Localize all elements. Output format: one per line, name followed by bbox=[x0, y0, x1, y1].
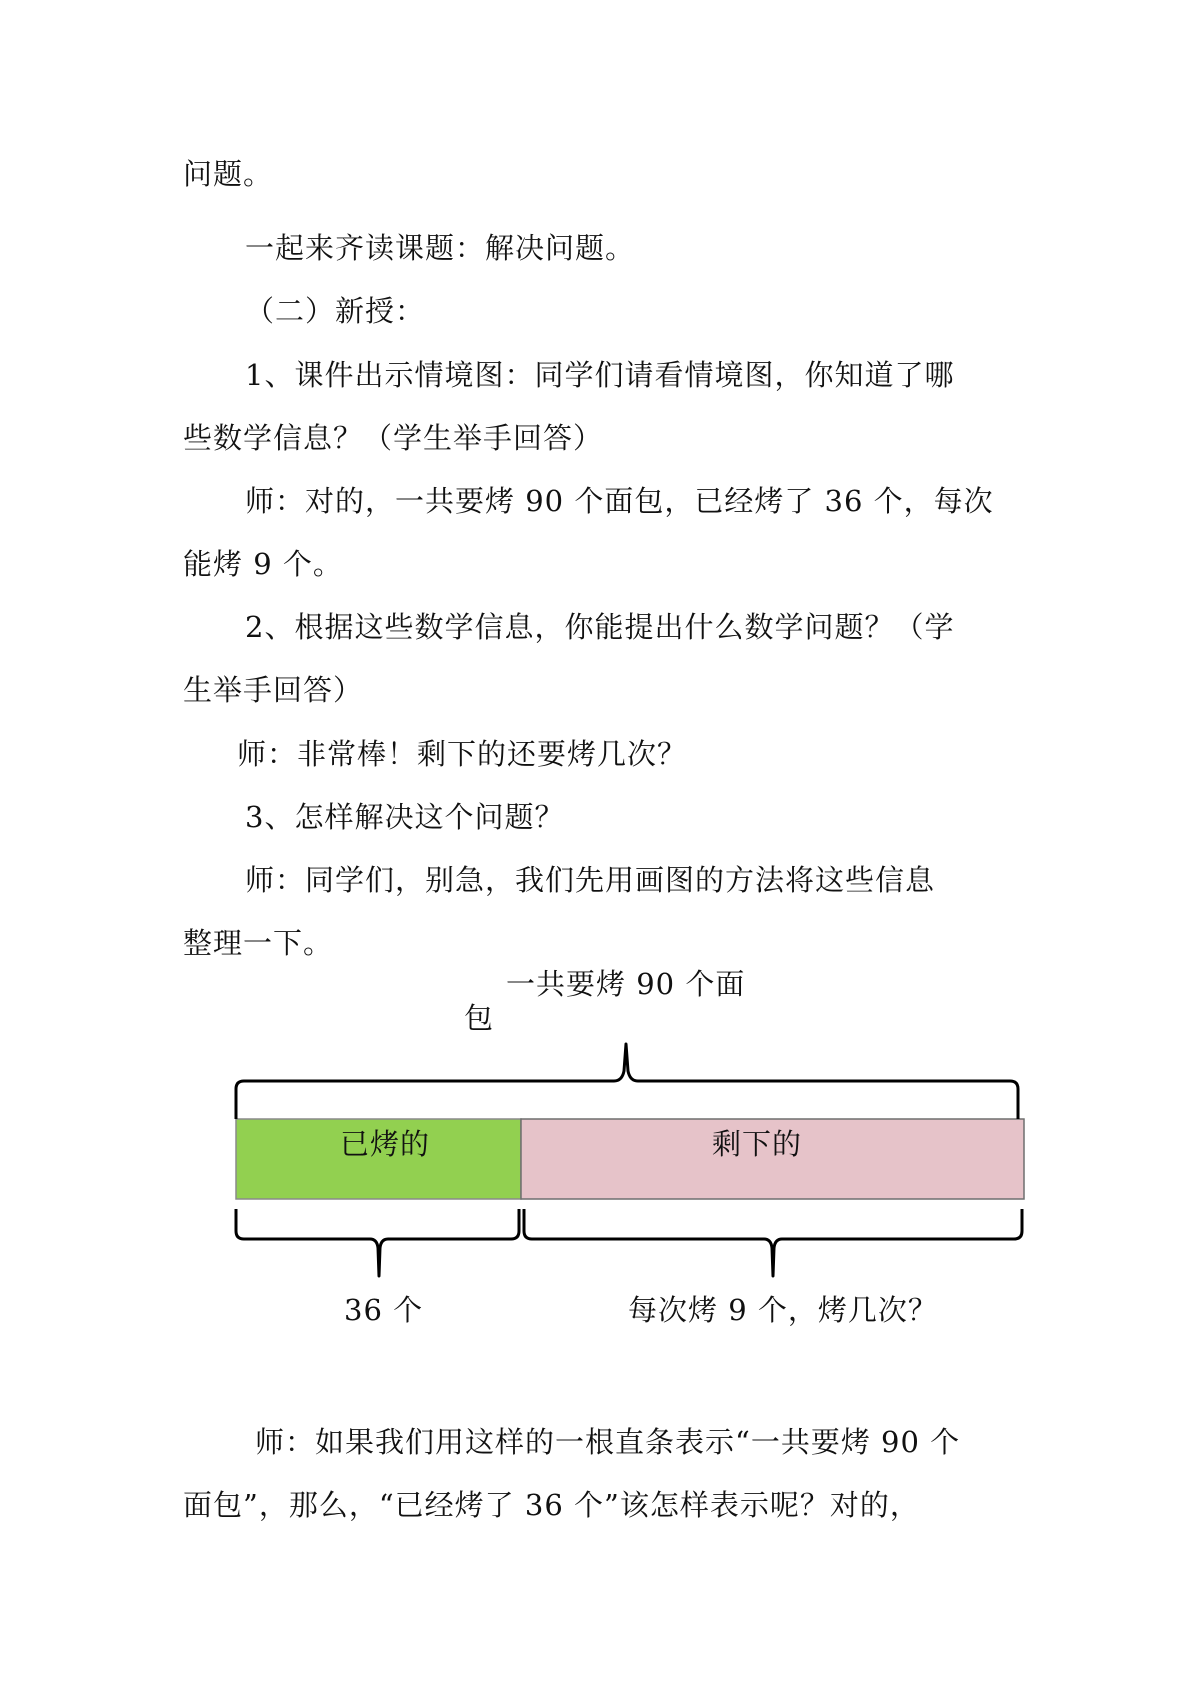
total-label: 一共要烤 90 个面 bbox=[506, 967, 746, 1001]
baked-count-label: 36 个 bbox=[344, 1293, 424, 1327]
text-line-4: 1、课件出示情境图：同学们请看情境图，你知道了哪 bbox=[245, 358, 955, 392]
text-line-13: 整理一下。 bbox=[183, 926, 334, 960]
total-brace bbox=[236, 1044, 1018, 1119]
text-line-8: 2、根据这些数学信息，你能提出什么数学问题？（学 bbox=[245, 610, 955, 644]
total-label-wrap: 包 bbox=[464, 1001, 495, 1035]
section-heading-new-lesson: （二）新授： bbox=[245, 294, 426, 328]
text-line-5: 些数学信息？（学生举手回答） bbox=[183, 421, 604, 455]
baked-segment-label: 已烤的 bbox=[340, 1127, 431, 1161]
remaining-brace bbox=[524, 1209, 1022, 1276]
text-line-15: 面包”，那么，“已经烤了 36 个”该怎样表示呢？对的， bbox=[183, 1488, 920, 1522]
text-line-10: 师：非常棒！剩下的还要烤几次？ bbox=[237, 737, 688, 771]
text-line-12: 师：同学们，别急，我们先用画图的方法将这些信息 bbox=[245, 863, 936, 897]
text-line-2: 一起来齐读课题：解决问题。 bbox=[245, 231, 636, 265]
remaining-segment-label: 剩下的 bbox=[712, 1127, 803, 1161]
text-line-14: 师：如果我们用这样的一根直条表示“一共要烤 90 个 bbox=[255, 1425, 961, 1459]
baked-brace bbox=[236, 1209, 519, 1276]
remaining-question-label: 每次烤 9 个，烤几次？ bbox=[628, 1293, 938, 1327]
text-line-6: 师：对的，一共要烤 90 个面包，已经烤了 36 个，每次 bbox=[245, 484, 994, 518]
text-line-11: 3、怎样解决这个问题？ bbox=[245, 800, 565, 834]
text-line-9: 生举手回答） bbox=[183, 673, 364, 707]
text-line-7: 能烤 9 个。 bbox=[183, 547, 343, 581]
text-line-1: 问题。 bbox=[183, 157, 274, 191]
